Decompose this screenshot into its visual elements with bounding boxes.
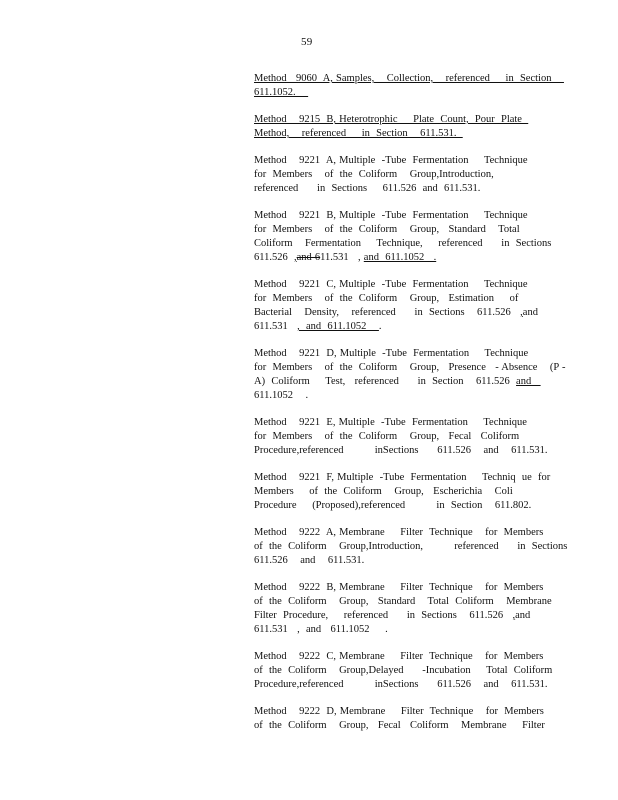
text-run: and xyxy=(515,610,531,621)
text-run: Method 9221 A, Multiple -Tube Fermentation Technique xyxy=(254,155,528,166)
inserted-text: , and 611.1052 xyxy=(297,321,379,332)
inserted-text: and xyxy=(516,376,541,387)
text-run: Procedure,referenced inSections 611.526 and 611.531. xyxy=(254,679,548,690)
method-list xyxy=(254,72,568,746)
method-entry-line xyxy=(254,361,566,375)
text-run: Members of the Coliform Group, Escherichia Coli xyxy=(254,486,513,497)
text-run: . xyxy=(378,321,382,332)
method-entry xyxy=(254,113,544,141)
inserted-text: , xyxy=(294,252,297,263)
inserted-text: Method, referenced in Section 611.531. xyxy=(254,128,463,139)
method-entry xyxy=(254,154,544,196)
method-entry-line xyxy=(254,540,568,554)
method-entry-line xyxy=(254,375,544,389)
text-run: Filter Procedure, referenced in Sections 611.526 xyxy=(254,610,513,621)
text-run: for Members of the Coliform Group, Standard Total xyxy=(254,224,520,235)
method-entry-line xyxy=(254,623,544,637)
method-entry-line xyxy=(254,664,553,678)
method-entry xyxy=(254,650,553,692)
method-entry-line xyxy=(254,719,544,733)
text-run: Procedure (Proposed),referenced in Section 611.802. xyxy=(254,500,532,511)
text-run: Method 9222 C, Membrane Filter Technique for Members xyxy=(254,651,544,662)
method-entry xyxy=(254,416,548,458)
text-run: referenced in Sections 611.526 and 611.531. xyxy=(254,183,481,194)
inserted-text: and 611.1052 . xyxy=(363,252,437,263)
method-entry xyxy=(254,526,568,568)
method-entry-line xyxy=(254,444,548,458)
method-entry-line xyxy=(254,127,544,141)
method-entry xyxy=(254,471,551,513)
text-run: and xyxy=(522,307,538,318)
text-run: Method 9221 D, Multiple -Tube Fermentation Technique xyxy=(254,348,529,359)
text-run: Bacterial Density, referenced in Sections 611.526 xyxy=(254,307,521,318)
inserted-text: Method 9215 B, Heterotrophic Plate Count, Pour Plate xyxy=(254,114,529,125)
method-entry-line xyxy=(254,650,544,664)
text-run: for Members of the Coliform Group, Fecal Coliform xyxy=(254,431,520,442)
text-run: of the Coliform Group,Delayed -Incubation Total Coliform xyxy=(254,665,553,676)
method-entry-line xyxy=(254,485,544,499)
text-run: Method 9221 F, Multiple -Tube Fermentation Techniq ue for xyxy=(254,472,551,483)
method-entry-line xyxy=(254,237,552,251)
method-entry-line xyxy=(254,347,544,361)
inserted-text: , xyxy=(520,307,523,318)
page-number: 59 xyxy=(301,36,313,48)
method-entry-line xyxy=(254,223,544,237)
method-entry-line xyxy=(254,292,544,306)
text-run: A) Coliform Test, referenced in Section 611.526 xyxy=(254,376,517,387)
method-entry-line xyxy=(254,251,544,265)
text-run: for Members of the Coliform Group, Estimation of xyxy=(254,293,519,304)
text-run: 611.531 , and 611.1052 . xyxy=(254,624,388,635)
method-entry-line xyxy=(254,609,544,623)
text-run: for Members of the Coliform Group, Presence - Absence (P - xyxy=(254,362,566,373)
method-entry-line xyxy=(254,182,544,196)
method-entry-line xyxy=(254,209,544,223)
text-run: of the Coliform Group, Fecal Coliform Membrane Filter xyxy=(254,720,545,731)
text-run: Method 9221 C, Multiple -Tube Fermentation Technique xyxy=(254,279,528,290)
method-entry-line xyxy=(254,554,544,568)
method-entry-line xyxy=(254,471,551,485)
text-run: 11.531 , xyxy=(320,252,364,263)
method-entry-line xyxy=(254,526,544,540)
inserted-text: Method 9060 A, Samples, Collection, referenced in Section xyxy=(254,73,564,84)
method-entry xyxy=(254,347,566,403)
text-run: Coliform Fermentation Technique, referenced in Sections xyxy=(254,238,552,249)
method-entry-line xyxy=(254,389,544,403)
text-run: Procedure,referenced inSections 611.526 and 611.531. xyxy=(254,445,548,456)
struck-text: and 6 xyxy=(296,252,321,263)
text-run: Method 9221 E, Multiple -Tube Fermentation Technique xyxy=(254,417,527,428)
text-run: Method 9221 B, Multiple -Tube Fermentation Technique xyxy=(254,210,528,221)
text-run: 611.531 xyxy=(254,321,298,332)
method-entry xyxy=(254,72,564,100)
text-run: Method 9222 A, Membrane Filter Technique for Members xyxy=(254,527,544,538)
method-entry-line xyxy=(254,595,552,609)
method-entry xyxy=(254,705,544,733)
text-run: 611.1052 . xyxy=(254,390,309,401)
text-run: of the Coliform Group,Introduction, referenced in Sections xyxy=(254,541,568,552)
text-run: of the Coliform Group, Standard Total Coliform Membrane xyxy=(254,596,552,607)
method-entry-line xyxy=(254,306,544,320)
method-entry-line xyxy=(254,113,544,127)
method-entry-line xyxy=(254,499,544,513)
method-entry-line xyxy=(254,678,548,692)
method-entry-line xyxy=(254,416,544,430)
inserted-text: 611.1052. xyxy=(254,87,309,98)
method-entry xyxy=(254,581,552,637)
method-entry-line xyxy=(254,154,544,168)
method-entry-line xyxy=(254,581,544,595)
method-entry xyxy=(254,278,544,334)
text-run: 611.526 and 611.531. xyxy=(254,555,365,566)
inserted-text: , xyxy=(512,610,516,621)
text-run: Method 9222 B, Membrane Filter Technique for Members xyxy=(254,582,544,593)
method-entry-line xyxy=(254,72,564,86)
method-entry-line xyxy=(254,278,544,292)
text-run: for Members of the Coliform Group,Introduction, xyxy=(254,169,494,180)
method-entry-line xyxy=(254,86,544,100)
method-entry-line xyxy=(254,430,544,444)
method-entry-line xyxy=(254,168,544,182)
text-run: 611.526 xyxy=(254,252,294,263)
text-run: Method 9222 D, Membrane Filter Technique for Members xyxy=(254,706,544,717)
method-entry xyxy=(254,209,552,265)
method-entry-line xyxy=(254,320,544,334)
method-entry-line xyxy=(254,705,544,719)
